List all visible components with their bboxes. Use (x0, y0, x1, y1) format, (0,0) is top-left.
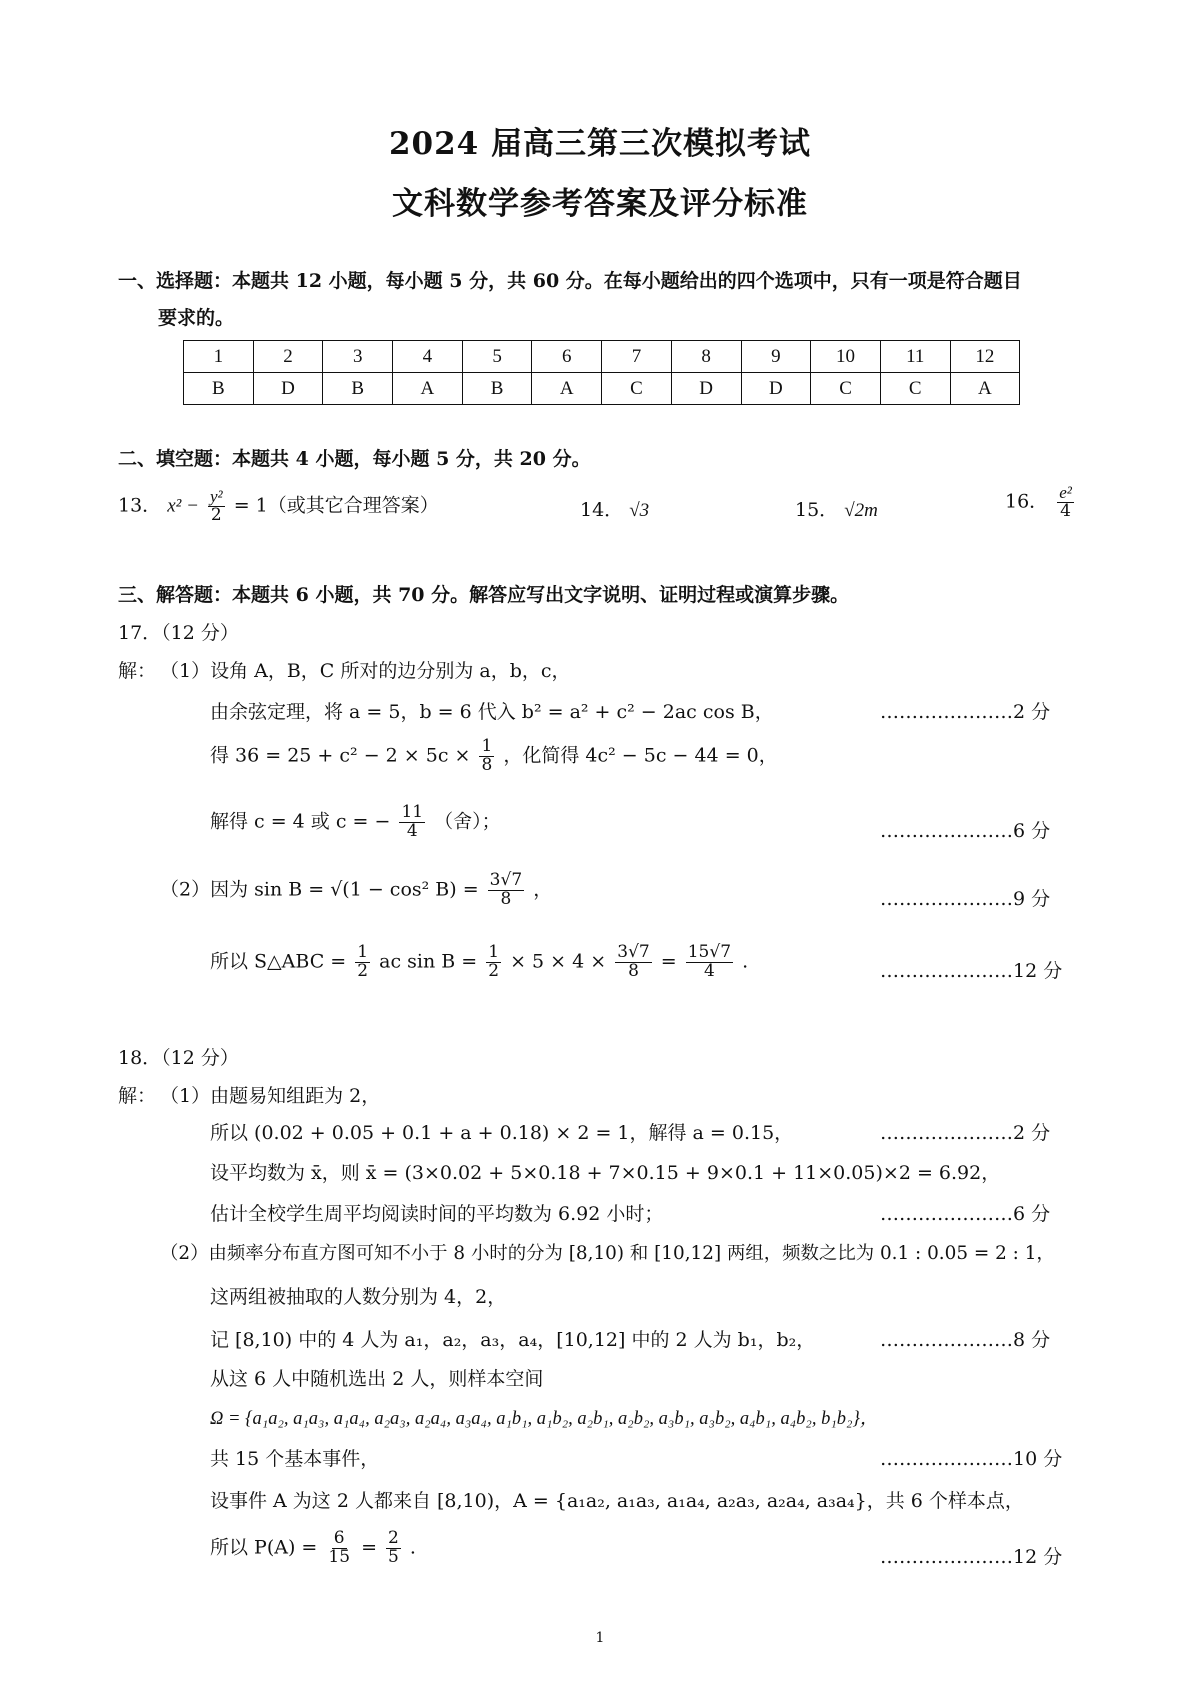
math-expression: （2）因为 sin B = √(1 − cos² B) = (160, 878, 479, 901)
numerator: 3√7 (489, 870, 523, 890)
answer-cell: B (323, 373, 393, 405)
math-expression: . (742, 950, 749, 973)
fraction (399, 804, 425, 841)
p18-line: 共 15 个基本事件， (210, 1448, 380, 1470)
score-mark: …………………8 分 (880, 1329, 1051, 1351)
denominator: 4 (1060, 500, 1071, 521)
numerator: 2 (388, 1528, 399, 1548)
section1-heading-cont: 要求的。 (158, 307, 235, 329)
question-number: 2 (253, 341, 323, 373)
answer-value: √2m (844, 500, 878, 521)
question-number: 14． (580, 499, 624, 521)
score-mark: …………………6 分 (880, 820, 1051, 842)
score-mark: …………………2 分 (880, 1122, 1051, 1144)
answer-13 (118, 488, 439, 525)
solution-label: 解： (118, 1085, 157, 1107)
numerator: y² (209, 487, 223, 506)
p17-line: 由余弦定理，将 a = 5，b = 6 代入 b² = a² + c² − 2ac cos B， (210, 701, 774, 723)
score-mark: …………………6 分 (880, 1203, 1051, 1225)
numerator: e² (1059, 483, 1072, 502)
question-number: 1 (184, 341, 254, 373)
math-expression: 所以 P(A) = (210, 1536, 318, 1559)
page-number: 1 (595, 1630, 605, 1646)
score-mark: …………………10 分 (880, 1448, 1063, 1470)
math-expression: 所以 S△ABC = (210, 950, 347, 973)
fraction (326, 1530, 352, 1567)
question-number: 10 (811, 341, 881, 373)
p17-line (160, 872, 552, 909)
section2-heading: 二、填空题：本题共 4 小题，每小题 5 分，共 20 分。 (118, 448, 591, 470)
answer-cell: B (462, 373, 532, 405)
answer-cell: C (811, 373, 881, 405)
question-number: 11 (880, 341, 950, 373)
solution-label: 解： (118, 660, 157, 682)
answer-16 (1005, 484, 1077, 521)
p17-line (210, 804, 501, 841)
math-expression: （舍）； (434, 810, 501, 833)
answer-table-answer-row (184, 373, 1020, 405)
answer-value: √3 (629, 500, 650, 521)
question-number: 3 (323, 341, 393, 373)
p18-line: （2）由频率分布直方图可知不小于 8 小时的分为 [8,10) 和 [10,12] 两组，频数之比为 0.1 : 0.05 = 2 : 1， (160, 1243, 1055, 1264)
question-number: 7 (602, 341, 672, 373)
denominator: 8 (481, 754, 493, 775)
fraction (355, 944, 370, 981)
p18-line (210, 1530, 416, 1567)
answer-cell: A (532, 373, 602, 405)
denominator: 2 (488, 960, 500, 981)
fraction (615, 944, 651, 981)
p17-line (210, 738, 778, 775)
math-expression: = 1（或其它合理答案） (233, 494, 439, 517)
math-expression: x² − (167, 495, 199, 517)
score-mark: …………………12 分 (880, 1546, 1063, 1568)
numerator: 11 (401, 802, 424, 822)
math-expression: ， (533, 878, 553, 901)
denominator: 4 (406, 820, 418, 841)
numerator: 1 (357, 942, 369, 962)
p18-line: 这两组被抽取的人数分别为 4，2， (210, 1286, 507, 1308)
p17-line (210, 944, 748, 981)
p18-line: 设平均数为 x̄，则 x̄ = (3×0.02 + 5×0.18 + 7×0.15 + 9×0.1 + 11×0.05)×2 = 6.92， (210, 1162, 1001, 1184)
question-number: 16． (1005, 490, 1049, 513)
answer-cell: D (741, 373, 811, 405)
question-number: 13． (118, 494, 162, 517)
math-expression: ac sin B = (379, 950, 478, 973)
score-mark: …………………12 分 (880, 960, 1063, 982)
problem-17-label: 17．（12 分） (118, 622, 239, 644)
answer-14 (580, 495, 649, 522)
fraction (1057, 484, 1074, 521)
p18-line: 估计全校学生周平均阅读时间的平均数为 6.92 小时； (210, 1203, 664, 1225)
math-expression: = (660, 950, 677, 973)
answer-cell: A (950, 373, 1020, 405)
p18-line: 记 [8,10) 中的 4 人为 a₁，a₂，a₃，a₄，[10,12] 中的 2 人为 b₁，b₂， (210, 1329, 816, 1351)
answer-cell: C (880, 373, 950, 405)
math-expression: ，化简得 4c² − 5c − 44 = 0， (503, 744, 778, 767)
fraction (479, 738, 494, 775)
answer-cell: D (253, 373, 323, 405)
denominator: 4 (703, 960, 715, 981)
question-number: 8 (671, 341, 741, 373)
p18-line: 所以 (0.02 + 0.05 + 0.1 + a + 0.18) × 2 = 1，解得 a = 0.15， (210, 1122, 794, 1144)
denominator: 5 (388, 1546, 399, 1567)
numerator: 3√7 (617, 942, 650, 962)
denominator: 8 (628, 960, 639, 981)
answer-cell: B (184, 373, 254, 405)
question-number: 5 (462, 341, 532, 373)
p18-line: 设事件 A 为这 2 人都来自 [8,10)，A = {a₁a₂, a₁a₃, a₁a₄, a₂a₃, a₂a₄, a₃a₄}，共 6 个样本点， (210, 1490, 1024, 1512)
section3-heading: 三、解答题：本题共 6 小题，共 70 分。解答应写出文字说明、证明过程或演算步骤。 (118, 584, 850, 606)
math-expression: × 5 × 4 × (510, 950, 607, 973)
section1-heading: 一、选择题：本题共 12 小题，每小题 5 分，共 60 分。在每小题给出的四个选项中，只有一项是符合题目 (118, 270, 1022, 292)
answer-cell: D (671, 373, 741, 405)
denominator: 8 (500, 888, 512, 909)
problem-18-label: 18．（12 分） (118, 1047, 239, 1069)
question-number: 12 (950, 341, 1020, 373)
sample-space-set: Ω = {a₁a₂, a₁a₃, a₁a₄, a₂a₃, a₂a₄, a₃a₄, a₁b₁, a₁b₂, a₂b₁, a₂b₂, a₃b₁, a₃b₂, a₄b₁, a₄b₂, b₁b₂}， (210, 1409, 879, 1429)
math-expression: = (361, 1536, 377, 1559)
answer-cell: A (393, 373, 463, 405)
denominator: 2 (210, 504, 222, 525)
p17-line: （1）设角 A，B，C 所对的边分别为 a，b，c， (160, 660, 571, 682)
math-expression: 解得 c = 4 或 c = − (210, 810, 391, 833)
question-number: 6 (532, 341, 602, 373)
math-expression: 得 36 = 25 + c² − 2 × 5c × (210, 744, 471, 767)
fraction (486, 944, 501, 981)
numerator: 1 (488, 942, 500, 962)
answer-cell: C (602, 373, 672, 405)
fraction (386, 1530, 401, 1567)
denominator: 15 (328, 1546, 351, 1567)
score-mark: …………………2 分 (880, 701, 1051, 723)
page-subtitle: 文科数学参考答案及评分标准 (392, 186, 808, 222)
score-mark: …………………9 分 (880, 888, 1051, 910)
fraction (686, 944, 733, 981)
numerator: 1 (481, 736, 493, 756)
question-number: 15． (795, 499, 839, 521)
fraction (208, 488, 225, 525)
math-expression: . (409, 1536, 416, 1559)
question-number: 4 (393, 341, 463, 373)
page-title: 2024 届高三第三次模拟考试 (388, 126, 812, 162)
numerator: 6 (333, 1528, 345, 1548)
numerator: 15√7 (687, 942, 732, 962)
answer-15 (795, 495, 878, 522)
answer-table (183, 340, 1020, 405)
fraction (488, 872, 524, 909)
p18-line: 从这 6 人中随机选出 2 人，则样本空间 (210, 1368, 544, 1390)
denominator: 2 (357, 960, 369, 981)
p18-line: （1）由题易知组距为 2， (160, 1085, 381, 1107)
answer-table-number-row (184, 341, 1020, 373)
question-number: 9 (741, 341, 811, 373)
